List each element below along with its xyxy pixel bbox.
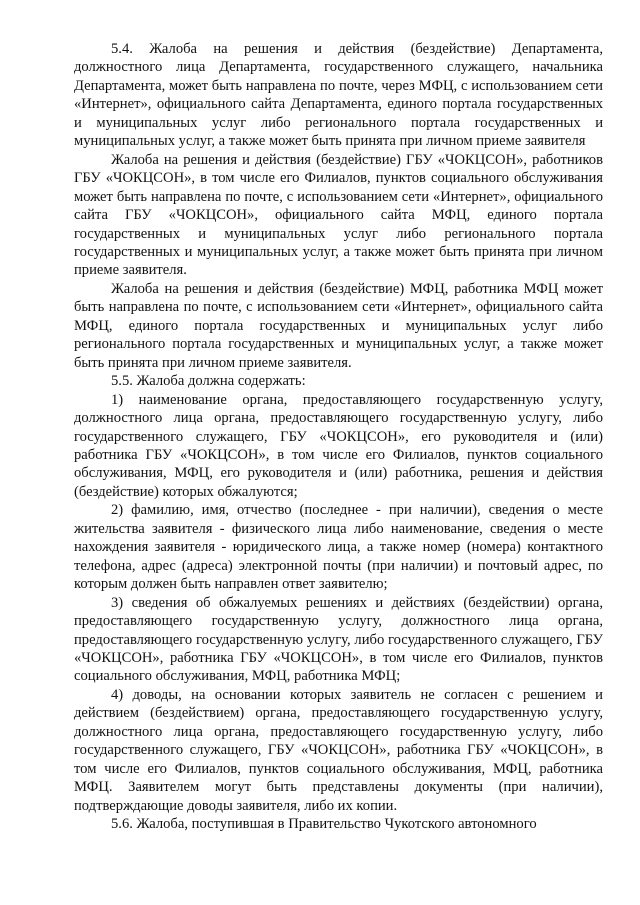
list-item-3: 3) сведения об обжалуемых решениях и действиях (бездействии) органа, предоставляющего государственную услугу, должностного лица органа, предоставляющего государственную услугу, либо государственного служащего, ГБУ «ЧОКЦСОН», работника ГБУ «ЧОКЦСОН», в том числе его Филиалов, пунктов социального обслуживания, МФЦ, работника МФЦ; bbox=[74, 594, 603, 685]
list-item-1: 1) наименование органа, предоставляющего государственную услугу, должностного лица органа, предоставляющего государственную услугу, либо государственного служащего, ГБУ «ЧОКЦСОН», его руководителя и (или) работника ГБУ «ЧОКЦСОН», в том числе его Филиалов, пунктов социального обслуживания, МФЦ, его руководителя и (или) работника, решения и действия (бездействие) которых обжалуются; bbox=[74, 391, 603, 500]
document-page bbox=[74, 40, 603, 833]
paragraph-complaint-gbu: Жалоба на решения и действия (бездействие) ГБУ «ЧОКЦСОН», работников ГБУ «ЧОКЦСОН», в том числе его Филиалов, пунктов социального обслуживания может быть направлена по почте, с использованием сети «Интернет», официального сайта ГБУ «ЧОКЦСОН», официального сайта МФЦ, единого портала государственных и муниципальных услуг либо регионального портала государственных и муниципальных услуг, а также может быть принята при личном приеме заявителя. bbox=[74, 151, 603, 279]
paragraph-5-5: 5.5. Жалоба должна содержать: bbox=[111, 373, 306, 390]
list-item-2: 2) фамилию, имя, отчество (последнее - при наличии), сведения о месте жительства заявителя - физического лица либо наименование, сведения о месте нахождения заявителя - юридического лица, а также номер (номера) контактного телефона, адрес (адреса) электронной почты (при наличии) и почтовый адрес, по которым должен быть направлен ответ заявителю; bbox=[74, 502, 603, 593]
paragraph-5-4: 5.4. Жалоба на решения и действия (бездействие) Департамента, должностного лица Департамента, государственного служащего, начальника Департамента, может быть направлена по почте, через МФЦ, с использованием сети «Интернет», официального сайта Департамента, единого портала государственных и муниципальных услуг либо регионального портала государственных и муниципальных услуг, а также может быть принята при личном приеме заявителя bbox=[74, 41, 603, 150]
paragraph-5-6: 5.6. Жалоба, поступившая в Правительство Чукотского автономного bbox=[111, 816, 537, 833]
paragraph-complaint-mfc: Жалоба на решения и действия (бездействие) МФЦ, работника МФЦ может быть направлена по почте, с использованием сети «Интернет», официального сайта МФЦ, единого портала государственных и муниципальных услуг либо регионального портала государственных и муниципальных услуг, а также может быть принята при личном приеме заявителя. bbox=[74, 280, 603, 371]
list-item-4: 4) доводы, на основании которых заявитель не согласен с решением и действием (бездействием) органа, предоставляющего государственную услугу, должностного лица органа, предоставляющего государственную услугу, либо государственного служащего, ГБУ «ЧОКЦСОН», работника ГБУ «ЧОКЦСОН», в том числе его Филиалов, пунктов социального обслуживания, МФЦ, работника МФЦ. Заявителем могут быть представлены документы (при наличии), подтверждающие доводы заявителя, либо их копии. bbox=[74, 686, 603, 814]
